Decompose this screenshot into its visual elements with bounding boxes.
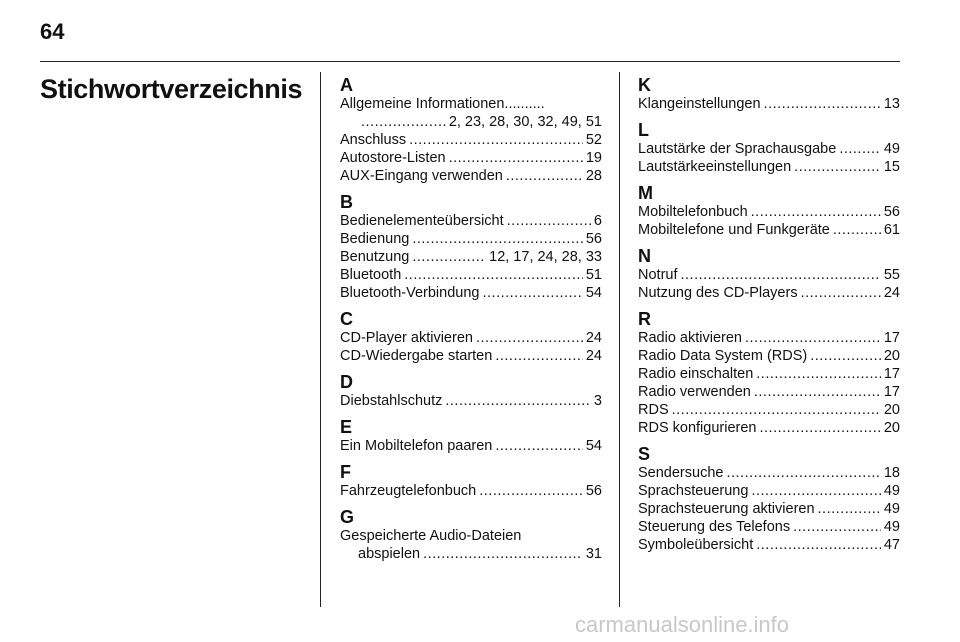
dot-leader [764, 95, 881, 113]
letter-group-m [638, 183, 900, 239]
dot-leader [409, 131, 583, 149]
dot-leader [818, 500, 881, 518]
header-divider [40, 61, 900, 62]
index-entry[interactable] [638, 365, 900, 383]
letter-group-d [340, 372, 602, 410]
letter-group-n [638, 246, 900, 302]
index-entry-term: Radio Data System (RDS) [638, 348, 808, 364]
dot-leader [476, 329, 583, 347]
index-entry-term: Bluetooth [340, 267, 402, 283]
index-entry-pages: 54 [585, 438, 602, 454]
index-entry[interactable] [638, 500, 900, 518]
dot-leader [794, 158, 881, 176]
index-entry-term: Lautstärke der Sprachausgabe [638, 141, 837, 157]
index-entry[interactable] [638, 158, 900, 176]
letter-heading: C [340, 309, 353, 329]
index-entry-pages: 49 [883, 519, 900, 535]
dot-leader [801, 284, 881, 302]
letter-heading: G [340, 507, 355, 527]
dot-leader [412, 230, 583, 248]
index-column-2 [638, 75, 900, 561]
index-entry-pages: 13 [883, 96, 900, 112]
dot-leader [751, 203, 881, 221]
letter-heading: D [340, 372, 353, 392]
index-entry[interactable] [340, 482, 602, 500]
letter-group-g [340, 507, 602, 563]
index-entry-pages: 51 [585, 267, 602, 283]
index-entry-pages: 54 [585, 285, 602, 301]
index-entry-pages: 18 [883, 465, 900, 481]
index-entry[interactable] [340, 329, 602, 347]
dot-leader [449, 149, 583, 167]
index-entry[interactable] [340, 437, 602, 455]
dot-leader [833, 221, 881, 239]
index-entry[interactable] [638, 266, 900, 284]
index-entry-pages: 61 [883, 222, 900, 238]
index-entry-pages: 47 [883, 537, 900, 553]
index-entry[interactable] [638, 482, 900, 500]
index-entry-term: Ein Mobiltelefon paaren [340, 438, 493, 454]
index-entry-term: Nutzung des CD-Players [638, 285, 798, 301]
index-entry-pages: 28 [585, 168, 602, 184]
letter-heading: A [340, 75, 353, 95]
index-entry-term: Allgemeine Informationen.......... [340, 96, 545, 112]
index-entry[interactable] [340, 149, 602, 167]
index-entry[interactable] [638, 347, 900, 365]
index-entry[interactable] [638, 284, 900, 302]
index-entry-pages: 49 [883, 141, 900, 157]
index-entry-term: RDS [638, 402, 669, 418]
dot-leader [754, 383, 881, 401]
dot-leader [672, 401, 881, 419]
index-entry-term: Steuerung des Telefons [638, 519, 791, 535]
index-entry-term: CD-Wiedergabe starten [340, 348, 493, 364]
index-entry-term: Radio einschalten [638, 366, 754, 382]
dot-leader [751, 482, 880, 500]
index-entry-term: Symboleübersicht [638, 537, 754, 553]
index-entry-pages: 17 [883, 366, 900, 382]
index-entry[interactable] [638, 383, 900, 401]
index-column-1 [340, 75, 602, 570]
index-entry-pages: 49 [883, 501, 900, 517]
dot-leader [810, 347, 881, 365]
dot-leader [495, 437, 583, 455]
index-entry[interactable] [638, 419, 900, 437]
column-divider-left [320, 72, 321, 607]
index-entry-term: Sprachsteuerung [638, 483, 749, 499]
index-entry-pages: 24 [585, 348, 602, 364]
dot-leader [839, 140, 881, 158]
column-divider-right [619, 72, 620, 607]
index-entry[interactable] [638, 95, 900, 113]
index-entry-term: Anschluss [340, 132, 407, 148]
index-entry-term: Mobiltelefonbuch [638, 204, 748, 220]
index-entry-pages: 20 [883, 402, 900, 418]
letter-group-f [340, 462, 602, 500]
letter-group-l [638, 120, 900, 176]
index-entry-pages: 49 [883, 483, 900, 499]
page-number: 64 [40, 19, 65, 44]
index-entry-pages: 6 [593, 213, 602, 229]
index-entry-pages: 17 [883, 384, 900, 400]
index-entry-term-continued: abspielen [358, 546, 421, 562]
watermark: carmanualsonline.info [575, 612, 790, 637]
dot-leader [681, 266, 881, 284]
index-entry-pages: 15 [883, 159, 900, 175]
letter-group-a [340, 75, 602, 185]
dot-leader [404, 266, 583, 284]
index-entry-pages: 24 [585, 330, 602, 346]
index-entry-pages: 55 [883, 267, 900, 283]
letter-group-b [340, 192, 602, 302]
letter-group-e [340, 417, 602, 455]
letter-heading: R [638, 309, 651, 329]
index-entry[interactable] [340, 545, 602, 563]
letter-heading: F [340, 462, 351, 482]
index-entry-term: Notruf [638, 267, 678, 283]
dot-leader [445, 392, 591, 410]
index-entry[interactable] [638, 329, 900, 347]
index-entry-pages: 56 [585, 483, 602, 499]
index-entry-term: Klangeinstellungen [638, 96, 761, 112]
dot-leader [479, 482, 583, 500]
dot-leader [506, 167, 583, 185]
letter-heading: K [638, 75, 651, 95]
index-entry-pages: 20 [883, 420, 900, 436]
letter-heading: S [638, 444, 651, 464]
dot-leader [495, 347, 583, 365]
letter-heading: L [638, 120, 649, 140]
letter-group-r [638, 309, 900, 437]
index-entry-term: Radio aktivieren [638, 330, 742, 346]
index-entry[interactable] [340, 167, 602, 185]
index-entry-term: CD-Player aktivieren [340, 330, 473, 346]
index-entry-pages: 52 [585, 132, 602, 148]
index-entry-term: Sprachsteuerung aktivieren [638, 501, 815, 517]
dot-leader [507, 212, 591, 230]
index-entry-pages: 12, 17, 24, 28, 33 [489, 249, 602, 265]
index-entry[interactable] [638, 536, 900, 554]
dot-leader [745, 329, 881, 347]
index-entry-term: Bedienung [340, 231, 410, 247]
letter-heading: M [638, 183, 653, 203]
dot-leader [482, 284, 582, 302]
index-entry[interactable] [340, 347, 602, 365]
index-entry-term: Sendersuche [638, 465, 724, 481]
index-entry-pages: 3 [593, 393, 602, 409]
index-entry-pages: 56 [585, 231, 602, 247]
index-entry-term: Bluetooth-Verbindung [340, 285, 480, 301]
index-entry-term: RDS konfigurieren [638, 420, 757, 436]
dot-leader [726, 464, 880, 482]
index-entry-pages: 2, 23, 28, 30, 32, 49, 51 [448, 114, 602, 130]
index-entry-term: Mobiltelefone und Funkgeräte [638, 222, 830, 238]
index-entry[interactable] [340, 248, 602, 266]
index-entry[interactable] [340, 284, 602, 302]
index-entry[interactable] [340, 113, 602, 131]
index-entry[interactable] [340, 212, 602, 230]
index-entry-term: Benutzung [340, 249, 410, 265]
letter-heading: N [638, 246, 651, 266]
index-entry[interactable] [340, 230, 602, 248]
index-entry[interactable] [638, 203, 900, 221]
index-entry-term: Bedienelementeübersicht [340, 213, 504, 229]
letter-group-s [638, 444, 900, 554]
dot-leader [756, 365, 881, 383]
index-entry-term: Gespeicherte Audio-Dateien [340, 528, 522, 544]
dot-leader [423, 545, 583, 563]
index-entry[interactable] [340, 392, 602, 410]
dot-leader [361, 113, 446, 131]
letter-group-k [638, 75, 900, 113]
letter-group-c [340, 309, 602, 365]
index-entry-pages: 20 [883, 348, 900, 364]
index-entry[interactable] [638, 464, 900, 482]
letter-heading: E [340, 417, 353, 437]
dot-leader [793, 518, 881, 536]
index-entry[interactable] [638, 221, 900, 239]
index-entry-term: Autostore-Listen [340, 150, 446, 166]
index-entry-pages: 17 [883, 330, 900, 346]
letter-heading: B [340, 192, 353, 212]
index-entry[interactable] [340, 131, 602, 149]
dot-leader [759, 419, 880, 437]
index-entry[interactable] [638, 401, 900, 419]
index-entry-term: Lautstärkeeinstellungen [638, 159, 792, 175]
index-entry[interactable] [638, 140, 900, 158]
index-entry-pages: 24 [883, 285, 900, 301]
dot-leader [756, 536, 881, 554]
index-entry-pages: 56 [883, 204, 900, 220]
index-entry[interactable] [638, 518, 900, 536]
index-heading: Stichwortverzeichnis [40, 74, 303, 104]
index-entry-term: AUX-Eingang verwenden [340, 168, 503, 184]
index-entry-pages: 19 [585, 150, 602, 166]
dot-leader [412, 248, 486, 266]
index-entry-term: Fahrzeugtelefonbuch [340, 483, 477, 499]
index-entry-pages: 31 [585, 546, 602, 562]
index-entry-term: Diebstahlschutz [340, 393, 443, 409]
index-entry[interactable] [340, 266, 602, 284]
index-entry-term: Radio verwenden [638, 384, 751, 400]
